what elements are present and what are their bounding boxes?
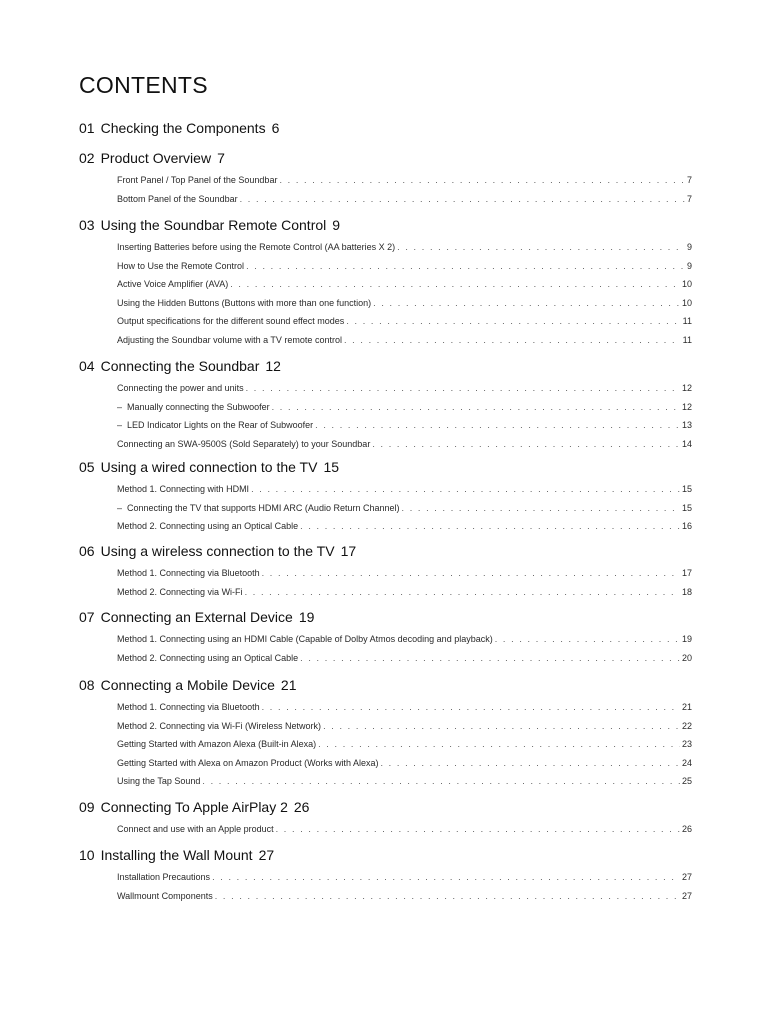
- toc-section: [79, 355, 693, 449]
- dot-leader: [212, 870, 680, 884]
- entry-page-number: 22: [681, 720, 692, 731]
- entry-label: – Connecting the TV that supports HDMI ARC (Audio Return Channel): [117, 501, 400, 515]
- dot-leader: [230, 277, 680, 291]
- entry-label: Method 2. Connecting via Wi-Fi (Wireless Network): [117, 720, 322, 731]
- section-heading[interactable]: [79, 844, 693, 866]
- dot-leader: [373, 296, 680, 310]
- dot-leader: [318, 737, 680, 751]
- toc-entry[interactable]: [117, 889, 692, 903]
- entry-label: Method 1. Connecting via Bluetooth: [117, 702, 260, 712]
- toc-section: [79, 117, 693, 139]
- entry-page-number: 27: [681, 872, 692, 882]
- section-number: 05: [79, 459, 95, 475]
- section-title: Using a wired connection to the TV: [100, 459, 318, 475]
- dot-leader: [262, 700, 680, 714]
- section-page-number: 6: [271, 120, 280, 136]
- dot-leader: [276, 822, 680, 836]
- section-page-number: 27: [258, 847, 275, 863]
- dot-leader: [495, 632, 680, 646]
- entry-label: Method 1. Connecting via Bluetooth: [117, 568, 260, 578]
- entry-label: How to Use the Remote Control: [117, 260, 245, 271]
- entry-label: Connecting an SWA-9500S (Sold Separately) to your Soundbar: [117, 438, 371, 449]
- toc-section: [79, 796, 693, 834]
- section-page-number: 21: [280, 677, 297, 693]
- entry-page-number: 10: [681, 279, 692, 289]
- section-number: 02: [79, 150, 95, 166]
- entry-page-number: 12: [681, 383, 692, 393]
- entry-label: Adjusting the Soundbar volume with a TV remote control: [117, 334, 342, 345]
- section-page-number: 19: [298, 609, 315, 625]
- entry-page-number: 18: [681, 586, 692, 597]
- entry-page-number: 16: [681, 521, 692, 531]
- entry-label: Using the Hidden Buttons (Buttons with more than one function): [117, 297, 372, 308]
- toc-entry[interactable]: [117, 566, 692, 580]
- entry-page-number: 10: [681, 297, 692, 308]
- toc-entry[interactable]: [117, 314, 692, 328]
- toc-entry[interactable]: [117, 437, 692, 451]
- dot-leader: [344, 333, 681, 347]
- entry-label: Inserting Batteries before using the Remote Control (AA batteries X 2): [117, 242, 396, 252]
- toc-section: [79, 674, 693, 786]
- section-number: 07: [79, 609, 95, 625]
- entry-page-number: 12: [681, 401, 692, 412]
- entry-label: Method 1. Connecting with HDMI: [117, 484, 250, 494]
- dot-leader: [323, 719, 680, 733]
- toc-section: [79, 540, 693, 597]
- entry-label: Method 2. Connecting using an Optical Cable: [117, 521, 299, 531]
- toc-entry[interactable]: [117, 822, 692, 836]
- toc-entry[interactable]: [117, 381, 692, 395]
- toc-entry[interactable]: [117, 400, 692, 414]
- entry-page-number: 15: [681, 502, 692, 513]
- page-title: CONTENTS: [79, 72, 208, 98]
- dot-leader: [240, 192, 685, 206]
- entry-page-number: 7: [686, 175, 692, 185]
- section-heading[interactable]: [79, 214, 693, 236]
- toc-entry[interactable]: [117, 240, 692, 254]
- toc-entry[interactable]: [117, 700, 692, 714]
- section-page-number: 17: [340, 543, 357, 559]
- entry-page-number: 17: [681, 568, 692, 578]
- section-title: Installing the Wall Mount: [100, 847, 253, 863]
- section-number: 06: [79, 543, 95, 559]
- section-heading[interactable]: [79, 117, 693, 139]
- section-title: Connecting the Soundbar: [100, 358, 260, 374]
- toc-entry[interactable]: [117, 482, 692, 496]
- section-title: Connecting a Mobile Device: [100, 677, 275, 693]
- entry-page-number: 15: [681, 484, 692, 494]
- toc-entry[interactable]: [117, 585, 692, 599]
- toc-section: [79, 147, 693, 204]
- entry-label: Using the Tap Sound: [117, 776, 201, 786]
- entry-page-number: 20: [681, 652, 692, 663]
- entry-label: Method 2. Connecting via Wi-Fi: [117, 586, 243, 597]
- toc-entry[interactable]: [117, 192, 692, 206]
- toc-entry[interactable]: [117, 774, 692, 788]
- section-number: 08: [79, 677, 95, 693]
- section-title: Using a wireless connection to the TV: [100, 543, 335, 559]
- section-page-number: 26: [293, 799, 310, 815]
- section-heading[interactable]: [79, 606, 693, 628]
- toc-entry[interactable]: [117, 737, 692, 751]
- entry-page-number: 25: [681, 776, 692, 786]
- section-title: Connecting an External Device: [100, 609, 293, 625]
- dot-leader: [346, 314, 680, 328]
- entry-label: Method 2. Connecting using an Optical Cable: [117, 652, 299, 663]
- dot-leader: [246, 381, 680, 395]
- section-heading[interactable]: [79, 147, 693, 169]
- entry-label: Active Voice Amplifier (AVA): [117, 279, 229, 289]
- entry-label: Getting Started with Alexa on Amazon Product (Works with Alexa): [117, 757, 379, 768]
- entry-label: Bottom Panel of the Soundbar: [117, 193, 238, 204]
- entry-label: Getting Started with Amazon Alexa (Built-in Alexa): [117, 739, 317, 749]
- dot-leader: [246, 259, 685, 273]
- toc-entry[interactable]: [117, 277, 692, 291]
- toc-entry[interactable]: [117, 870, 692, 884]
- dot-leader: [300, 651, 680, 665]
- section-heading[interactable]: [79, 796, 693, 818]
- dot-leader: [279, 173, 685, 187]
- toc-section: [79, 456, 693, 531]
- dot-leader: [262, 566, 680, 580]
- entry-page-number: 11: [682, 334, 692, 345]
- section-heading[interactable]: [79, 355, 693, 377]
- dot-leader: [272, 400, 680, 414]
- section-title: Using the Soundbar Remote Control: [100, 217, 327, 233]
- dot-leader: [215, 889, 680, 903]
- section-title: Product Overview: [100, 150, 212, 166]
- dot-leader: [380, 756, 680, 770]
- entry-label: Connect and use with an Apple product: [117, 824, 274, 834]
- dot-leader: [372, 437, 680, 451]
- entry-label: Method 1. Connecting using an HDMI Cable (Capable of Dolby Atmos decoding and playback): [117, 634, 493, 644]
- section-heading[interactable]: [79, 540, 693, 562]
- dot-leader: [300, 519, 680, 533]
- entry-page-number: 13: [681, 420, 692, 430]
- dot-leader: [397, 240, 685, 254]
- entry-page-number: 21: [681, 702, 692, 712]
- toc-entry[interactable]: [117, 501, 692, 515]
- dot-leader: [245, 585, 680, 599]
- dot-leader: [251, 482, 680, 496]
- toc-entry[interactable]: [117, 651, 692, 665]
- entry-label: Wallmount Components: [117, 890, 213, 901]
- section-number: 09: [79, 799, 95, 815]
- toc-entry[interactable]: [117, 333, 692, 347]
- entry-label: Output specifications for the different sound effect modes: [117, 316, 345, 326]
- section-page-number: 15: [323, 459, 340, 475]
- section-page-number: 9: [332, 217, 341, 233]
- toc-entry[interactable]: [117, 418, 692, 432]
- entry-label: Connecting the power and units: [117, 383, 244, 393]
- toc-section: [79, 844, 693, 901]
- entry-page-number: 26: [681, 824, 692, 834]
- entry-page-number: 23: [681, 739, 692, 749]
- section-heading[interactable]: [79, 674, 693, 696]
- section-page-number: 12: [265, 358, 281, 374]
- section-number: 03: [79, 217, 95, 233]
- entry-page-number: 11: [682, 316, 692, 326]
- entry-page-number: 27: [681, 890, 692, 901]
- section-number: 01: [79, 120, 95, 136]
- toc-entry[interactable]: [117, 632, 692, 646]
- toc-entry[interactable]: [117, 519, 692, 533]
- toc-section: [79, 214, 693, 345]
- toc-entry[interactable]: [117, 719, 692, 733]
- entry-label: Front Panel / Top Panel of the Soundbar: [117, 175, 278, 185]
- entry-label: – LED Indicator Lights on the Rear of Subwoofer: [117, 418, 313, 432]
- entry-page-number: 9: [686, 242, 692, 252]
- section-page-number: 7: [217, 150, 225, 166]
- toc-entry[interactable]: [117, 756, 692, 770]
- toc-entry[interactable]: [117, 173, 692, 187]
- section-title: Connecting To Apple AirPlay 2: [100, 799, 288, 815]
- section-heading[interactable]: [79, 456, 693, 478]
- dot-leader: [202, 774, 680, 788]
- entry-label: Installation Precautions: [117, 872, 211, 882]
- section-title: Checking the Components: [100, 120, 266, 136]
- section-number: 04: [79, 358, 95, 374]
- entry-page-number: 7: [686, 193, 692, 204]
- section-number: 10: [79, 847, 95, 863]
- entry-page-number: 19: [681, 634, 692, 644]
- toc-section: [79, 606, 693, 663]
- dot-leader: [315, 418, 680, 432]
- toc-entry[interactable]: [117, 259, 692, 273]
- entry-label: – Manually connecting the Subwoofer: [117, 400, 270, 414]
- entry-page-number: 24: [681, 757, 692, 768]
- toc-entry[interactable]: [117, 296, 692, 310]
- dot-leader: [402, 501, 680, 515]
- entry-page-number: 9: [686, 260, 692, 271]
- entry-page-number: 14: [681, 438, 692, 449]
